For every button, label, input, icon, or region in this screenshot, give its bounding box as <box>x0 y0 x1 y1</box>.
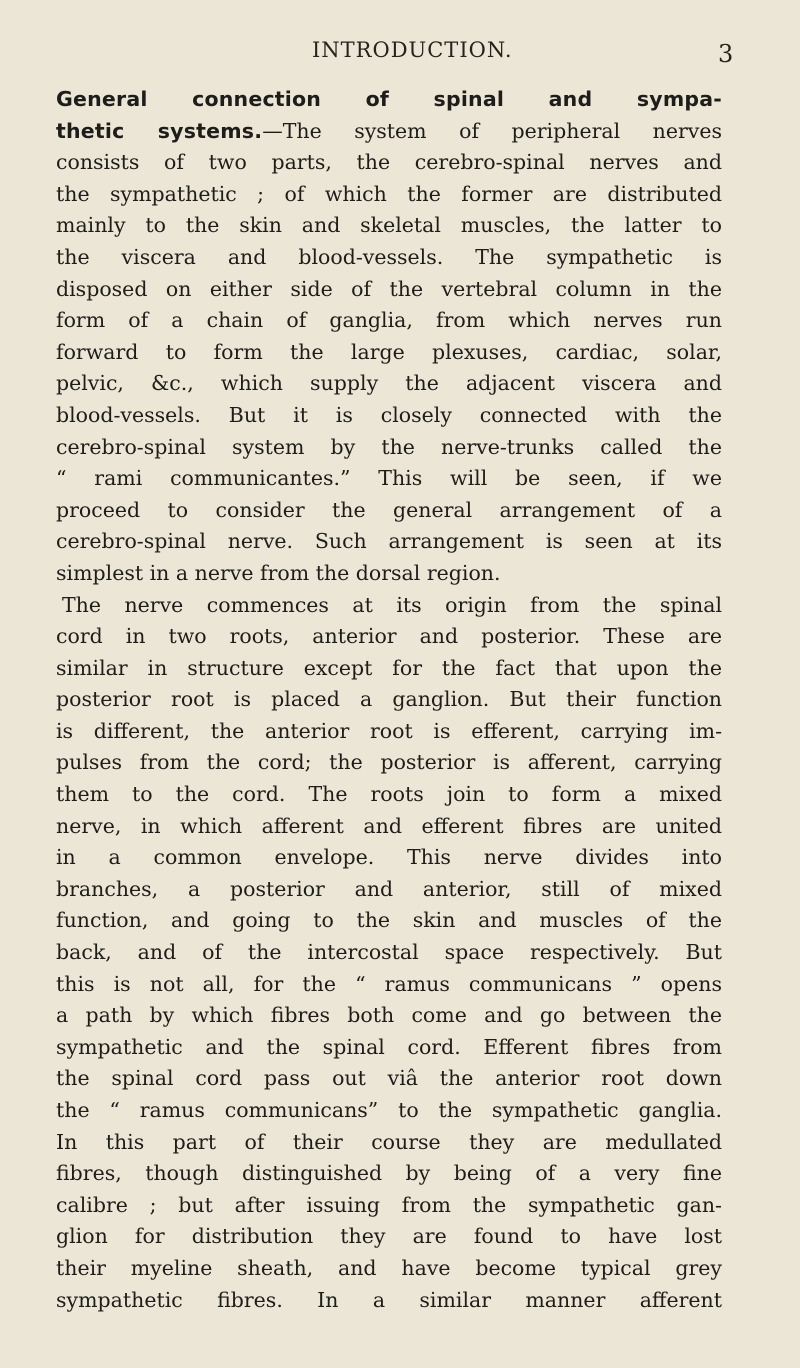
text-line: form of a chain of ganglia, from which nerves run <box>56 308 722 333</box>
text-line: nerve, in which afferent and efferent fibres are united <box>56 813 722 838</box>
text-line: this is not all, for the “ ramus communicans ” opens <box>56 971 722 996</box>
text-line: pelvic, &c., which supply the adjacent viscera and <box>56 371 722 396</box>
text-line: is different, the anterior root is efferent, carrying im- <box>56 718 722 743</box>
text-line: sympathetic and the spinal cord. Efferent fibres from <box>56 1034 722 1059</box>
text-line: sympathetic fibres. In a similar manner afferent <box>56 1287 722 1312</box>
text-line: back, and of the intercostal space respectively. But <box>56 940 722 965</box>
page-number: 3 <box>718 40 734 68</box>
text-line: function, and going to the skin and muscles of the <box>56 908 722 933</box>
text-line: cerebro-spinal nerve. Such arrangement is seen at its <box>56 529 722 554</box>
text-line: In this part of their course they are medullated <box>56 1129 722 1154</box>
running-head <box>0 38 800 68</box>
text-line: consists of two parts, the cerebro-spinal nerves and <box>56 150 722 175</box>
text-line: similar in structure except for the fact that upon the <box>56 655 722 680</box>
text-line: cerebro-spinal system by the nerve-trunks called the <box>56 434 722 459</box>
text-line: their myeline sheath, and have become typical grey <box>56 1255 722 1280</box>
text-line: in a common envelope. This nerve divides into <box>56 845 722 870</box>
text-line: posterior root is placed a ganglion. But their function <box>56 687 722 712</box>
body-text <box>56 84 722 1316</box>
text-line: them to the cord. The roots join to form a mixed <box>56 782 722 807</box>
running-title: INTRODUCTION. <box>312 38 513 62</box>
section-heading-continued: thetic systems. <box>56 118 263 143</box>
text-line: “ rami communicantes.” This will be seen, if we <box>56 466 722 491</box>
text-line: calibre ; but after issuing from the sympathetic gan- <box>56 1192 722 1217</box>
text-line: pulses from the cord; the posterior is afferent, carrying <box>56 750 722 775</box>
text-line: simplest in a nerve from the dorsal region. <box>56 560 501 585</box>
text-line: disposed on either side of the vertebral column in the <box>56 276 722 301</box>
text-line: the spinal cord pass out viâ the anterior root down <box>56 1066 722 1091</box>
text-line: forward to form the large plexuses, cardiac, solar, <box>56 339 722 364</box>
text-line: blood-vessels. But it is closely connected with the <box>56 402 722 427</box>
text-line: glion for distribution they are found to have lost <box>56 1224 722 1249</box>
text-line: mainly to the skin and skeletal muscles, the latter to <box>56 213 722 238</box>
text-line-content: —The system of peripheral nerves <box>262 118 723 143</box>
text-line: fibres, though distinguished by being of a very fine <box>56 1161 722 1186</box>
text-line: branches, a posterior and anterior, still of mixed <box>56 876 722 901</box>
text-line <box>56 116 722 148</box>
text-line: the “ ramus communicans” to the sympathetic ganglia. <box>56 1098 722 1122</box>
text-line: proceed to consider the general arrangement of a <box>56 497 722 522</box>
text-line: a path by which fibres both come and go between the <box>56 1003 722 1028</box>
text-line: the viscera and blood-vessels. The sympathetic is <box>56 244 722 269</box>
text-line: the sympathetic ; of which the former are distributed <box>56 181 722 206</box>
text-line: The nerve commences at its origin from the spinal <box>62 592 722 617</box>
section-heading: General connection of spinal and sympa- <box>56 87 722 111</box>
text-line: cord in two roots, anterior and posterior. These are <box>56 624 722 649</box>
